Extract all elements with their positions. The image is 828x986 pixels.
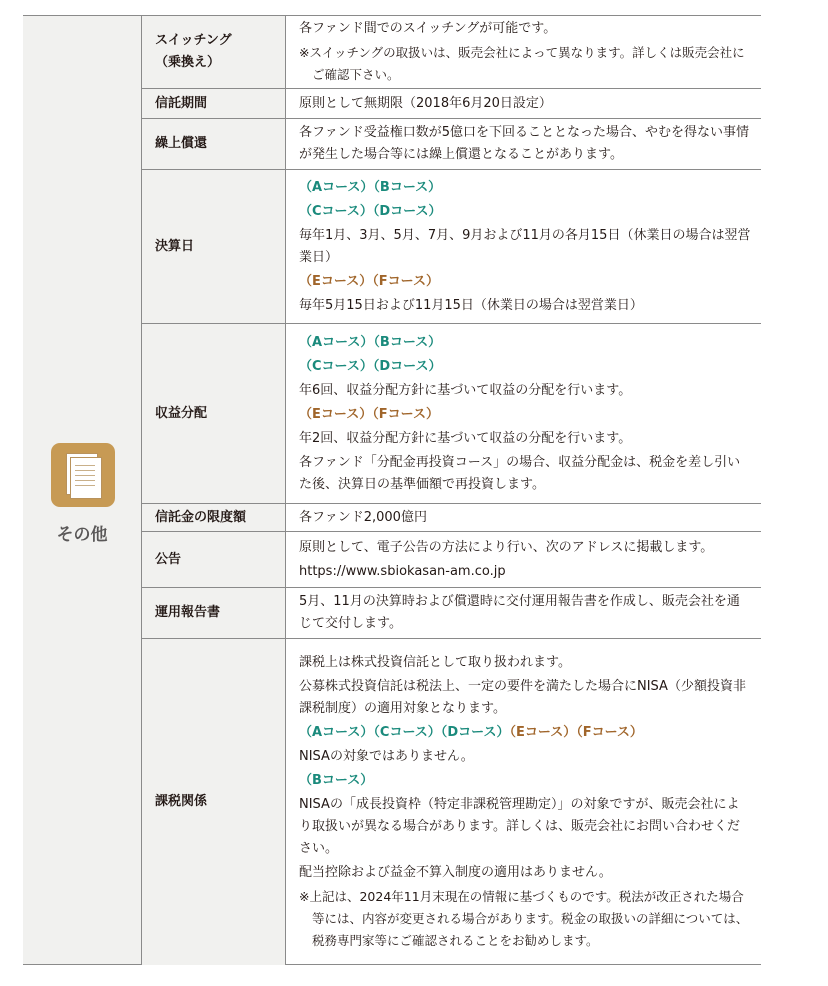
row-value [286,532,762,588]
table-row [142,16,761,89]
row-header: 決算日 [142,170,286,324]
table-row [142,89,761,119]
row-header: 課税関係 [142,639,286,965]
course-label-cd: （Cコース）（Dコース） [299,358,442,374]
row-header: 収益分配 [142,324,286,504]
row-value [286,639,762,965]
row-header: 繰上償還 [142,119,286,170]
tax-text-4: NISAの「成長投資枠（特定非課税管理勘定）」の対象ですが、販売会社により取扱いが異なる場合があります。詳しくは、販売会社にお問い合わせください。 [299,796,740,856]
switching-label: スイッチング （乗換え） [155,33,232,70]
notice-text: 原則として、電子公告の方法により行い、次のアドレスに掲載します。 [299,539,714,555]
row-value: 各ファンド2,000億円 [286,504,762,532]
row-header: 信託金の限度額 [142,504,286,532]
tax-course-labels [299,722,751,744]
row-value [286,16,762,89]
row-header: 運用報告書 [142,588,286,639]
category-column [23,16,142,964]
course-label-ef: （Eコース）（Fコース） [299,406,439,422]
distribution-text-3: 各ファンド「分配金再投資コース」の場合、収益分配金は、税金を差し引いた後、決算日の基準価額で再投資します。 [299,454,741,492]
row-header: 公告 [142,532,286,588]
fund-info-table [142,16,761,965]
info-table-frame [23,15,761,965]
table-row [142,532,761,588]
switching-text: 各ファンド間でのスイッチングが可能です。 [299,21,557,36]
course-label-cd: （Cコース）（Dコース） [373,724,510,740]
document-icon [51,443,115,507]
course-label-ab: （Aコース）（Bコース） [299,179,442,195]
course-label-b: （Bコース） [299,772,374,788]
course-label-ef: （Eコース）（Fコース） [509,724,643,740]
notice-url-link[interactable]: https://www.sbiokasan-am.co.jp [299,563,506,579]
table-row [142,170,761,324]
switching-note: ※スイッチングの取扱いは、販売会社によって異なります。詳しくは販売会社にご確認下さい。 [299,45,745,82]
row-value: 各ファンド受益権口数が5億口を下回ることとなった場合、やむを得ない事情が発生した場合等には繰上償還となることがあります。 [286,119,762,170]
settlement-text-1: 毎年1月、3月、5月、7月、9月および11月の各月15日（休業日の場合は翌営業日） [299,227,751,265]
settlement-text-2: 毎年5月15日および11月15日（休業日の場合は翌営業日） [299,297,643,313]
table-row [142,588,761,639]
row-value: 5月、11月の決算時および償還時に交付運用報告書を作成し、販売会社を通じて交付します。 [286,588,762,639]
course-label-a: （Aコース） [299,724,374,740]
table-row [142,119,761,170]
row-value [286,170,762,324]
tax-note: ※上記は、2024年11月末現在の情報に基づくものです。税法が改正された場合等には、内容が変更される場合があります。税金の取扱いの詳細については、税務専門家等にご確認されることをお勧めします。 [299,888,749,948]
distribution-text-1: 年6回、収益分配方針に基づいて収益の分配を行います。 [299,382,632,398]
tax-text-5: 配当控除および益金不算入制度の適用はありません。 [299,864,612,880]
table-row [142,504,761,532]
row-value [286,324,762,504]
course-label-cd: （Cコース）（Dコース） [299,203,442,219]
table-row [142,324,761,504]
row-header [142,16,286,89]
category-label: その他 [56,525,108,545]
tax-text-3: NISAの対象ではありません。 [299,748,474,764]
tax-text-2: 公募株式投資信託は税法上、一定の要件を満たした場合にNISA（少額投資非課税制度）の適用対象となります。 [299,678,746,716]
course-label-ab: （Aコース）（Bコース） [299,334,442,350]
distribution-text-2: 年2回、収益分配方針に基づいて収益の分配を行います。 [299,430,632,446]
row-value: 原則として無期限（2018年6月20日設定） [286,89,762,119]
tax-text-1: 課税上は株式投資信託として取り扱われます。 [299,654,571,670]
course-label-ef: （Eコース）（Fコース） [299,273,439,289]
row-header: 信託期間 [142,89,286,119]
table-row [142,639,761,965]
